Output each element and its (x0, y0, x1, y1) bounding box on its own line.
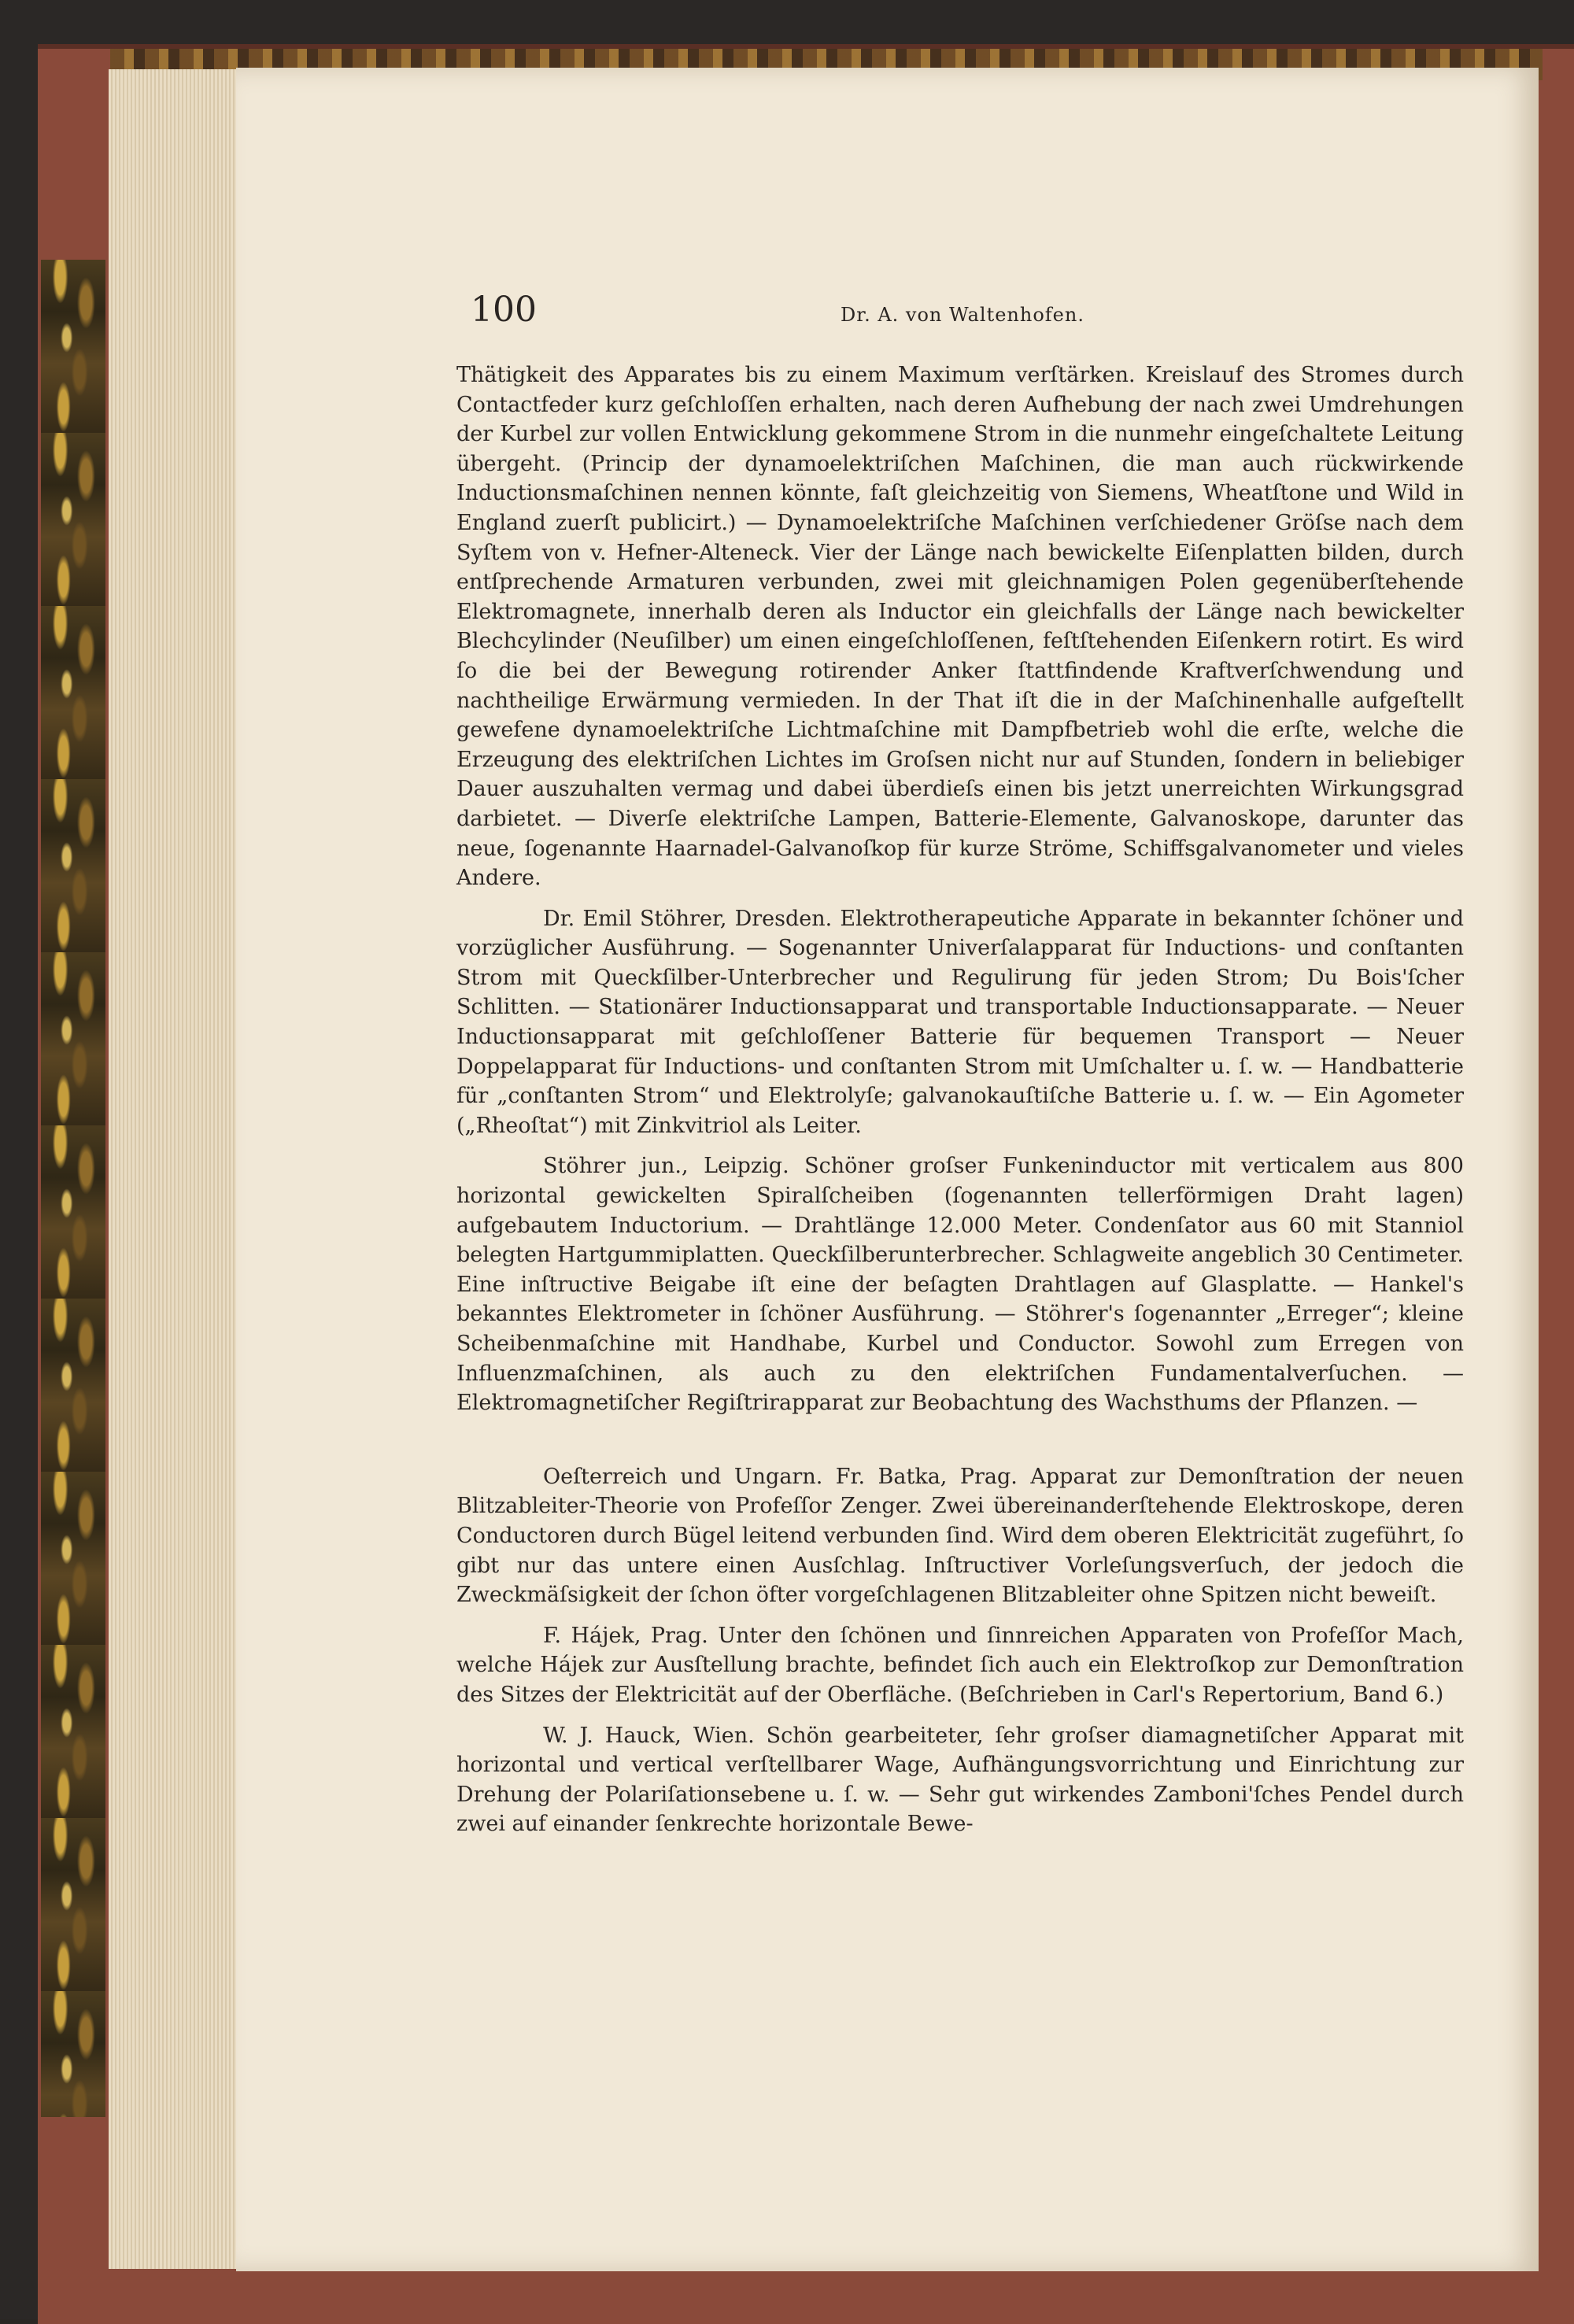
paragraph-batka-prag: Oeſterreich und Ungarn. Fr. Batka, Prag. Apparat zur Demonſtration der neuen Blitzableiter-Theorie von Profeſſor Zenger. Zwei übereinanderſtehende Elektroskope, deren Conductoren durch Bügel leitend verbunden ſind. Wird dem oberen Elektricität zugeführt, ſo gibt nur das untere einen Ausſchlag. Inſtructiver Vorleſungsverſuch, der jedoch die Zweckmäſsigkeit der ſchon öfter vorgeſchlagenen Blitzableiter ohne Spitzen nicht beweiſt. (456, 1464, 1464, 1608)
paragraph-stoehrer-dresden: Dr. Emil Stöhrer, Dresden. Elektrotherapeutiche Apparate in bekannter ſchöner und vorzüglicher Ausführung. — Sogenannter Univerſalapparat für Inductions- und conſtanten Strom mit Queckſilber-Unterbrecher und Regulirung für jeden Strom; Du Bois'ſcher Schlitten. — Stationärer Inductionsapparat und transportable Inductionsapparate. — Neuer Inductionsapparat mit geſchloſſener Batterie für bequemen Transport — Neuer Doppelapparat für Inductions- und conſtanten Strom mit Umſchalter u. ſ. w. — Handbatterie für „conſtanten Strom“ und Elektrolyſe; galvanokauſtiſche Batterie u. ſ. w. — Ein Agometer („Rheoſtat“) mit Zinkvitriol als Leiter. (456, 906, 1464, 1138)
page-number: 100 (471, 290, 537, 330)
page-header (471, 290, 1462, 345)
body-text (456, 360, 1464, 1839)
paragraph-continuation: Thätigkeit des Apparates bis zu einem Maximum verſtärken. Kreislauf des Stromes durch Contactfeder kurz geſchloſſen erhalten, nach deren Aufhebung der nach zwei Umdrehungen der Kurbel zur vollen Entwicklung gekommene Strom in die nunmehr eingeſchaltete Leitung übergeht. (Princip der dynamoelektriſchen Maſchinen, die man auch rückwirkende Inductionsmaſchinen nennen könnte, faſt gleichzeitig von Siemens, Wheatſtone und Wild in England zuerſt publicirt.) — Dynamoelektriſche Maſchinen verſchiedener Gröſse nach dem Syſtem von v. Hefner-Alteneck. Vier der Länge nach bewickelte Eiſenplatten bilden, durch entſprechende Armaturen verbunden, zwei mit gleichnamigen Polen gegenüberſtehende Elektromagnete, innerhalb deren als Inductor ein gleichfalls der Länge nach bewickelter Blechcylinder (Neuſilber) um einen eingeſchloſſenen, feſtſtehenden Eiſenkern rotirt. Es wird ſo die bei der Bewegung rotirender Anker ſtattfindende Kraftverſchwendung und nachtheilige Erwärmung vermieden. In der That iſt die in der Maſchinenhalle aufgeſtellt gewefene dynamoelektriſche Lichtmaſchine mit Dampfbetrieb wohl die erſte, welche die Erzeugung des elektriſchen Lichtes im Groſsen nicht nur auf Stunden, ſondern in beliebiger Dauer auszuhalten vermag und dabei überdieſs einen bis jetzt unerreichten Wirkungsgrad darbietet. — Diverſe elektriſche Lampen, Batterie-Elemente, Galvanoskope, darunter das neue, ſogenannte Haarnadel-Galvanoſkop für kurze Ströme, Schiffsgalvanometer und vieles Andere. (456, 363, 1464, 891)
marbled-endpaper (41, 260, 105, 2117)
page-stack-edges (109, 69, 242, 2269)
paragraph-stoehrer-leipzig: Stöhrer jun., Leipzig. Schöner groſser Funkeninductor mit verticalem aus 800 horizontal gewickelten Spiralſcheiben (ſogenannten tellerförmigen Draht lagen) aufgebautem Inductorium. — Drahtlänge 12.000 Meter. Condenſator aus 60 mit Stanniol belegten Hartgummiplatten. Queckſilberunterbrecher. Schlagweite angeblich 30 Centimeter. Eine inſtructive Beigabe iſt eine der beſagten Drahtlagen auf Glasplatte. — Hankel's bekanntes Elektrometer in ſchöner Ausführung. — Stöhrer's ſogenannter „Erreger“; kleine Scheibenmaſchine mit Handhabe, Kurbel und Conductor. Sowohl zum Erregen von Influenzmaſchinen, als auch zu den elektriſchen Fundamentalverſuchen. — Elektromagnetiſcher Regiſtrirapparat zur Beobachtung des Wachsthums der Pflanzen. — (456, 1154, 1464, 1416)
paragraph-hauck-wien: W. J. Hauck, Wien. Schön gearbeiteter, ſehr groſser diamagnetiſcher Apparat mit horizontal und vertical verſtellbarer Wage, Aufhängungsvorrichtung und Einrichtung zur Drehung der Polariſationsebene u. ſ. w. — Sehr gut wirkendes Zamboni'ſches Pendel durch zwei auf einander ſenkrechte horizontale Bewe- (456, 1723, 1464, 1837)
paragraph-hajek-prag: F. Hájek, Prag. Unter den ſchönen und ſinnreichen Apparaten von Profeſſor Mach, welche Hájek zur Ausſtellung brachte, befindet ſich auch ein Elektroſkop zur Demonſtration des Sitzes der Elektricität auf der Oberfläche. (Beſchrieben in Carl's Repertorium, Band 6.) (456, 1623, 1464, 1707)
running-head: Dr. A. von Waltenhofen. (841, 304, 1084, 326)
